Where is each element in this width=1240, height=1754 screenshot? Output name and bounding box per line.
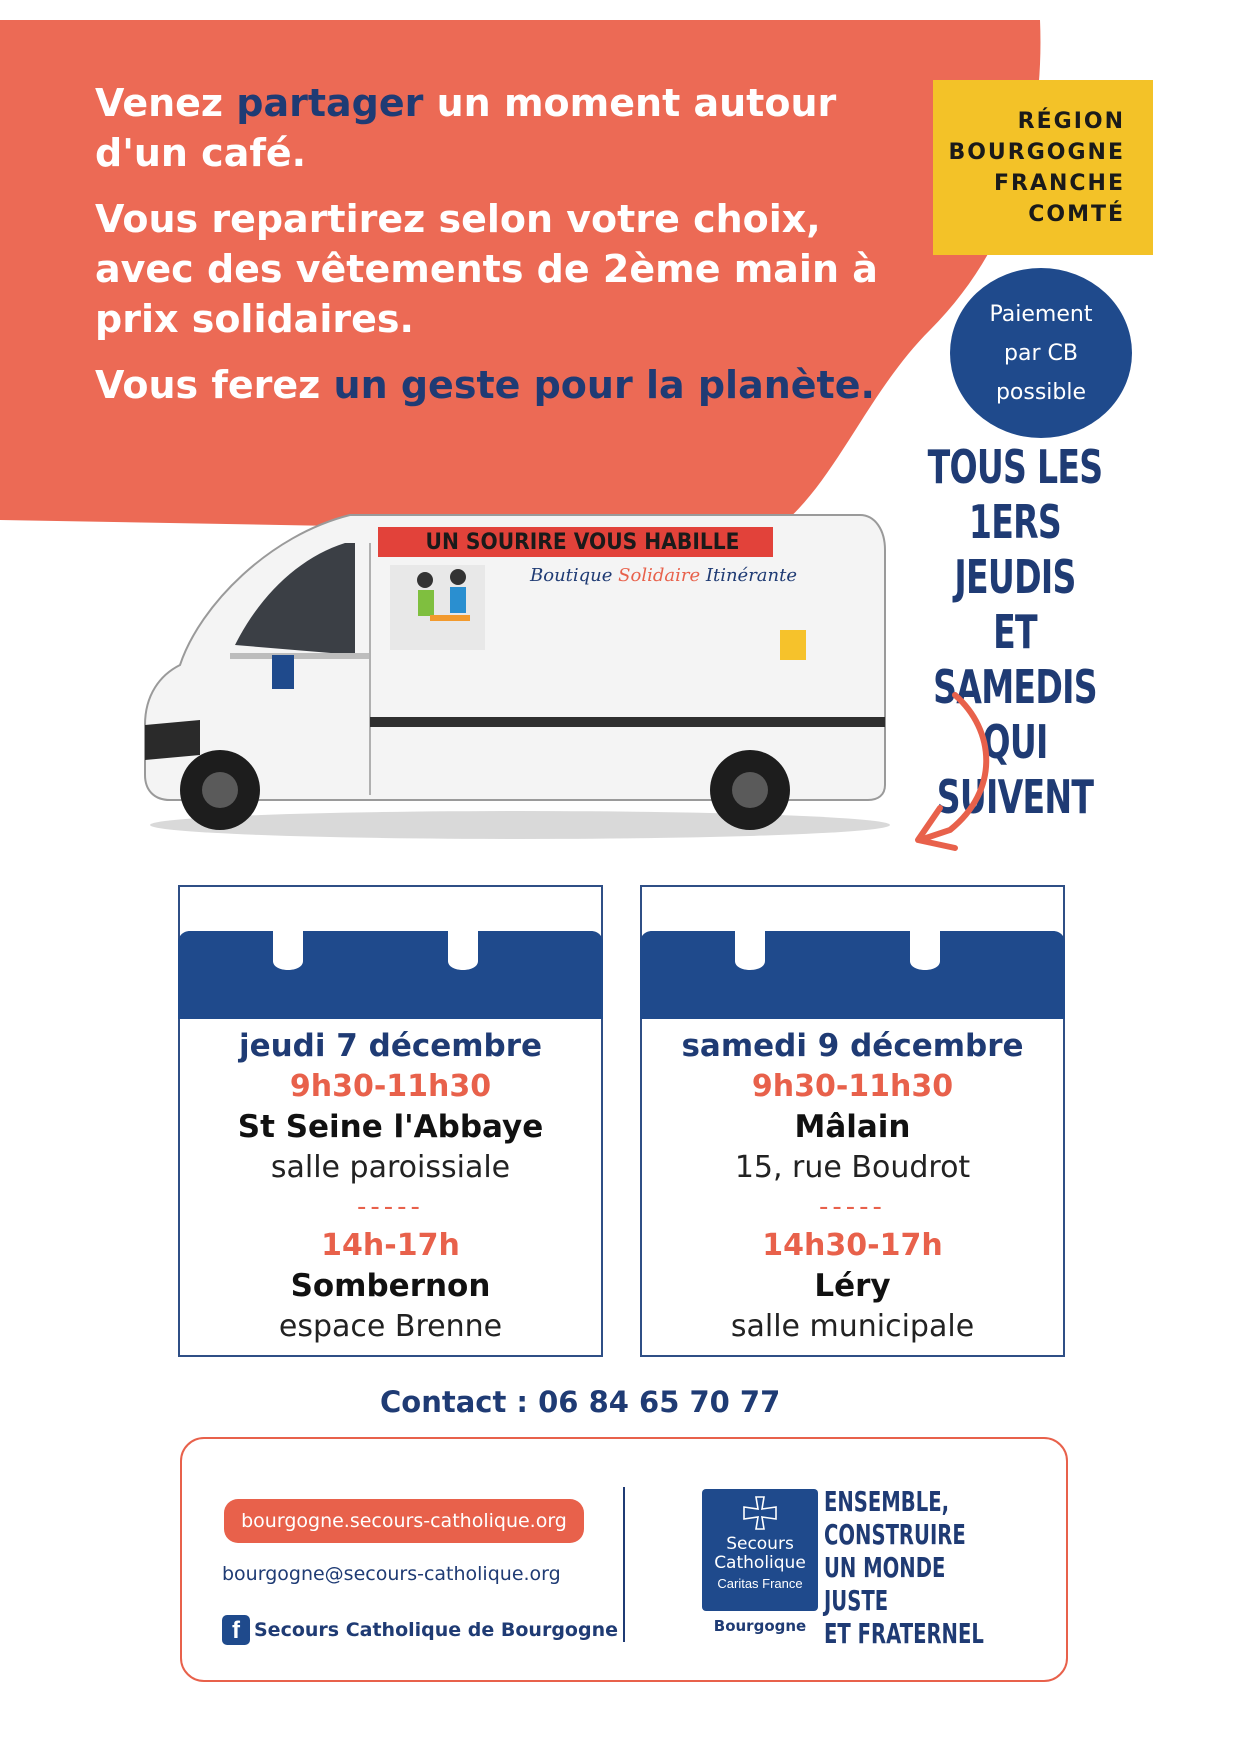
facebook-icon: f	[222, 1615, 250, 1645]
secours-catholique-logo: Secours Catholique Caritas France	[702, 1489, 818, 1611]
card-morning-detail: 15, rue Boudrot	[734, 1150, 971, 1185]
card-morning-time: 9h30-11h30	[751, 1069, 954, 1104]
card-morning-place: St Seine l'Abbaye	[237, 1109, 544, 1145]
logo-region-label: Bourgogne	[713, 1617, 807, 1635]
curved-arrow-icon	[900, 690, 1020, 860]
calendar-header	[178, 931, 603, 1019]
footer-divider	[623, 1487, 625, 1642]
website-link[interactable]: bourgogne.secours-catholique.org	[224, 1499, 584, 1543]
card-morning-place: Mâlain	[794, 1109, 911, 1145]
intro-line-1: Venez partager un moment autour d'un café.	[95, 81, 837, 175]
van-subtitle: Boutique Solidaire Itinérante	[530, 565, 798, 586]
card-morning-detail: salle paroissiale	[270, 1150, 511, 1185]
email-link[interactable]: bourgogne@secours-catholique.org	[222, 1563, 561, 1585]
contact-phone: Contact : 06 84 65 70 77	[380, 1385, 781, 1419]
schedule-heading: TOUS LES 1ERS JEUDIS ET SAMEDIS QUI SUIVENT	[927, 440, 1103, 824]
card-morning-time: 9h30-11h30	[289, 1069, 492, 1104]
intro-text	[95, 78, 915, 426]
cross-icon	[742, 1495, 778, 1531]
region-bourgogne-logo: RÉGION BOURGOGNE FRANCHE COMTÉ	[933, 80, 1153, 255]
card-afternoon-time: 14h-17h	[321, 1228, 460, 1263]
facebook-label: Secours Catholique de Bourgogne	[254, 1619, 618, 1641]
van-banner-text: UN SOURIRE VOUS HABILLE	[425, 530, 740, 555]
card-afternoon-detail: espace Brenne	[278, 1309, 503, 1344]
intro-highlight-1: partager	[236, 81, 424, 125]
card-date: samedi 9 décembre	[681, 1028, 1024, 1064]
card-afternoon-detail: salle municipale	[730, 1309, 975, 1344]
motto-text: ENSEMBLE, CONSTRUIRE UN MONDE JUSTE ET FRATERNEL	[824, 1485, 984, 1650]
footer-box	[180, 1437, 1068, 1682]
intro-line-2: Vous repartirez selon votre choix, avec des vêtements de 2ème main à prix solidaires.	[95, 197, 878, 341]
intro-line-3: Vous ferez un geste pour la planète.	[95, 363, 875, 407]
card-afternoon-time: 14h30-17h	[762, 1228, 943, 1263]
card-date: jeudi 7 décembre	[238, 1028, 543, 1064]
card-afternoon-place: Sombernon	[290, 1268, 491, 1304]
calendar-card-saturday	[640, 885, 1065, 1357]
card-separator: -----	[357, 1192, 424, 1222]
card-afternoon-place: Léry	[814, 1268, 891, 1304]
facebook-link[interactable]	[222, 1615, 618, 1645]
payment-badge: Paiement par CB possible	[950, 268, 1132, 438]
intro-highlight-3: un geste pour la planète.	[333, 363, 875, 407]
calendar-header	[640, 931, 1065, 1019]
card-separator: -----	[819, 1192, 886, 1222]
calendar-card-thursday	[178, 885, 603, 1357]
